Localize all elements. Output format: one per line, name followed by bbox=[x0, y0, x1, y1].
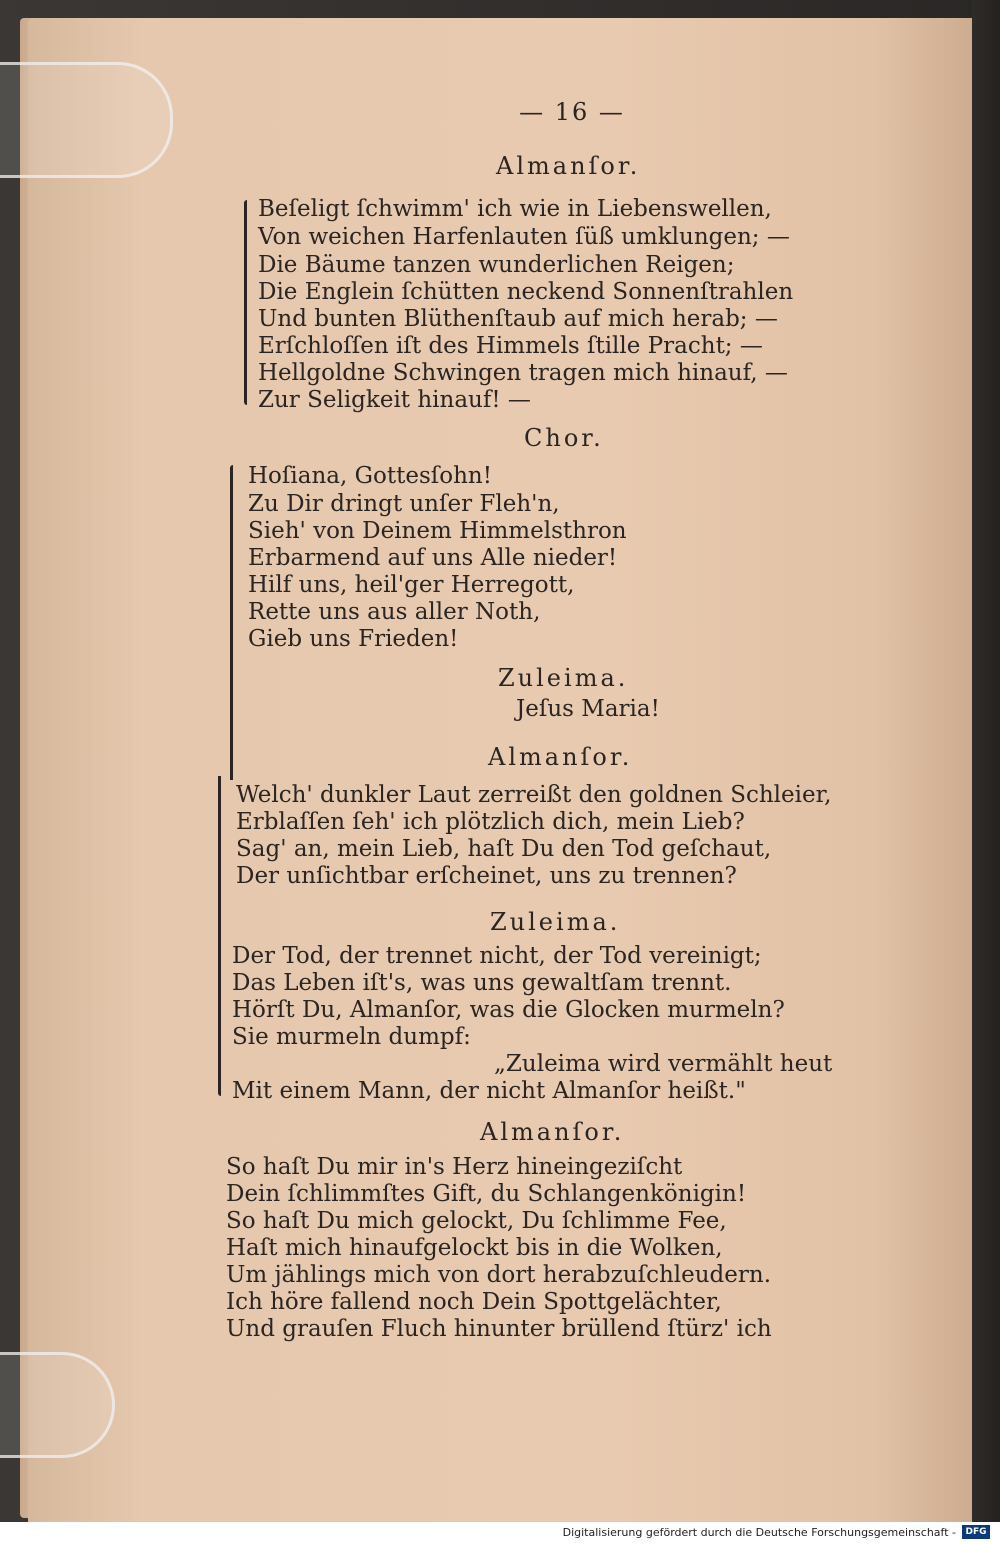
verse-line: So haſt Du mich gelockt, Du ſchlimme Fee, bbox=[226, 1208, 727, 1234]
verse-line: Ich höre fallend noch Dein Spottgelächter, bbox=[226, 1289, 722, 1315]
page-number: — 16 — bbox=[519, 98, 625, 126]
verse-line: Erbarmend auf uns Alle nieder! bbox=[248, 545, 618, 571]
verse-line: Der Tod, der trennet nicht, der Tod vereinigt; bbox=[232, 943, 762, 969]
verse-line: So haſt Du mir in's Herz hineingeziſcht bbox=[226, 1154, 683, 1180]
verse-line: Erſchloſſen iſt des Himmels ſtille Pracht; — bbox=[258, 333, 763, 359]
verse-line: Beſeligt ſchwimm' ich wie in Liebenswellen, bbox=[258, 196, 772, 222]
speaker-almansor-2: Almanſor. bbox=[488, 743, 633, 771]
verse-line: Zu Dir dringt unſer Fleh'n, bbox=[248, 491, 560, 517]
verse-line: Welch' dunkler Laut zerreißt den goldnen Schleier, bbox=[236, 782, 832, 808]
verse-line: Hoſiana, Gottesſohn! bbox=[248, 463, 492, 489]
speaker-almansor-1: Almanſor. bbox=[496, 152, 641, 180]
verse-line: Die Englein ſchütten neckend Sonnenſtrahlen bbox=[258, 279, 794, 305]
verse-line: Jeſus Maria! bbox=[516, 696, 660, 722]
verse-line: Von weichen Harfenlauten ſüß umklungen; — bbox=[258, 224, 790, 250]
dfg-logo: DFG bbox=[962, 1525, 990, 1539]
brace-dialogue bbox=[218, 776, 221, 1096]
verse-line: Die Bäume tanzen wunderlichen Reigen; bbox=[258, 252, 735, 278]
verse-line: Gieb uns Frieden! bbox=[248, 626, 459, 652]
verse-line: Rette uns aus aller Noth, bbox=[248, 599, 541, 625]
speaker-almansor-3: Almanſor. bbox=[480, 1118, 625, 1146]
verse-line: Hörſt Du, Almanſor, was die Glocken murmeln? bbox=[232, 997, 785, 1023]
verse-line: Haſt mich hinaufgelockt bis in die Wolken, bbox=[226, 1235, 723, 1261]
verse-line: Dein ſchlimmſtes Gift, du Schlangenkönigin! bbox=[226, 1181, 747, 1207]
speaker-zuleima-2: Zuleima. bbox=[490, 908, 621, 936]
verse-line: Zur Seligkeit hinauf! — bbox=[258, 387, 531, 413]
verse-line: Hilf uns, heil'ger Herregott, bbox=[248, 572, 575, 598]
speaker-chor: Chor. bbox=[524, 424, 604, 452]
verse-line: Und bunten Blüthenſtaub auf mich herab; — bbox=[258, 306, 778, 332]
verse-line: Hellgoldne Schwingen tragen mich hinauf, — bbox=[258, 360, 788, 386]
verse-line: Der unſichtbar erſcheinet, uns zu trennen? bbox=[236, 863, 737, 889]
footer-credit-text: Digitalisierung gefördert durch die Deutsche Forschungsgemeinschaft - bbox=[562, 1526, 956, 1539]
verse-line: Das Leben iſt's, was uns gewaltſam trennt. bbox=[232, 970, 732, 996]
speaker-zuleima-1: Zuleima. bbox=[498, 664, 629, 692]
verse-line: Sie murmeln dumpf: bbox=[232, 1024, 471, 1050]
brace-almansor-1 bbox=[244, 200, 247, 405]
verse-line: Sag' an, mein Lieb, haſt Du den Tod geſchaut, bbox=[236, 836, 772, 862]
verse-line: Erblaſſen ſeh' ich plötzlich dich, mein Lieb? bbox=[236, 809, 745, 835]
verse-line: „Zuleima wird vermählt heut bbox=[494, 1051, 833, 1077]
verse-line: Und grauſen Fluch hinunter brüllend ſtürz' ich bbox=[226, 1316, 772, 1342]
verse-line: Um jählings mich von dort herabzuſchleudern. bbox=[226, 1262, 772, 1288]
verse-line: Mit einem Mann, der nicht Almanſor heißt." bbox=[232, 1078, 746, 1104]
verse-line: Sieh' von Deinem Himmelsthron bbox=[248, 518, 627, 544]
brace-chor bbox=[230, 465, 233, 780]
